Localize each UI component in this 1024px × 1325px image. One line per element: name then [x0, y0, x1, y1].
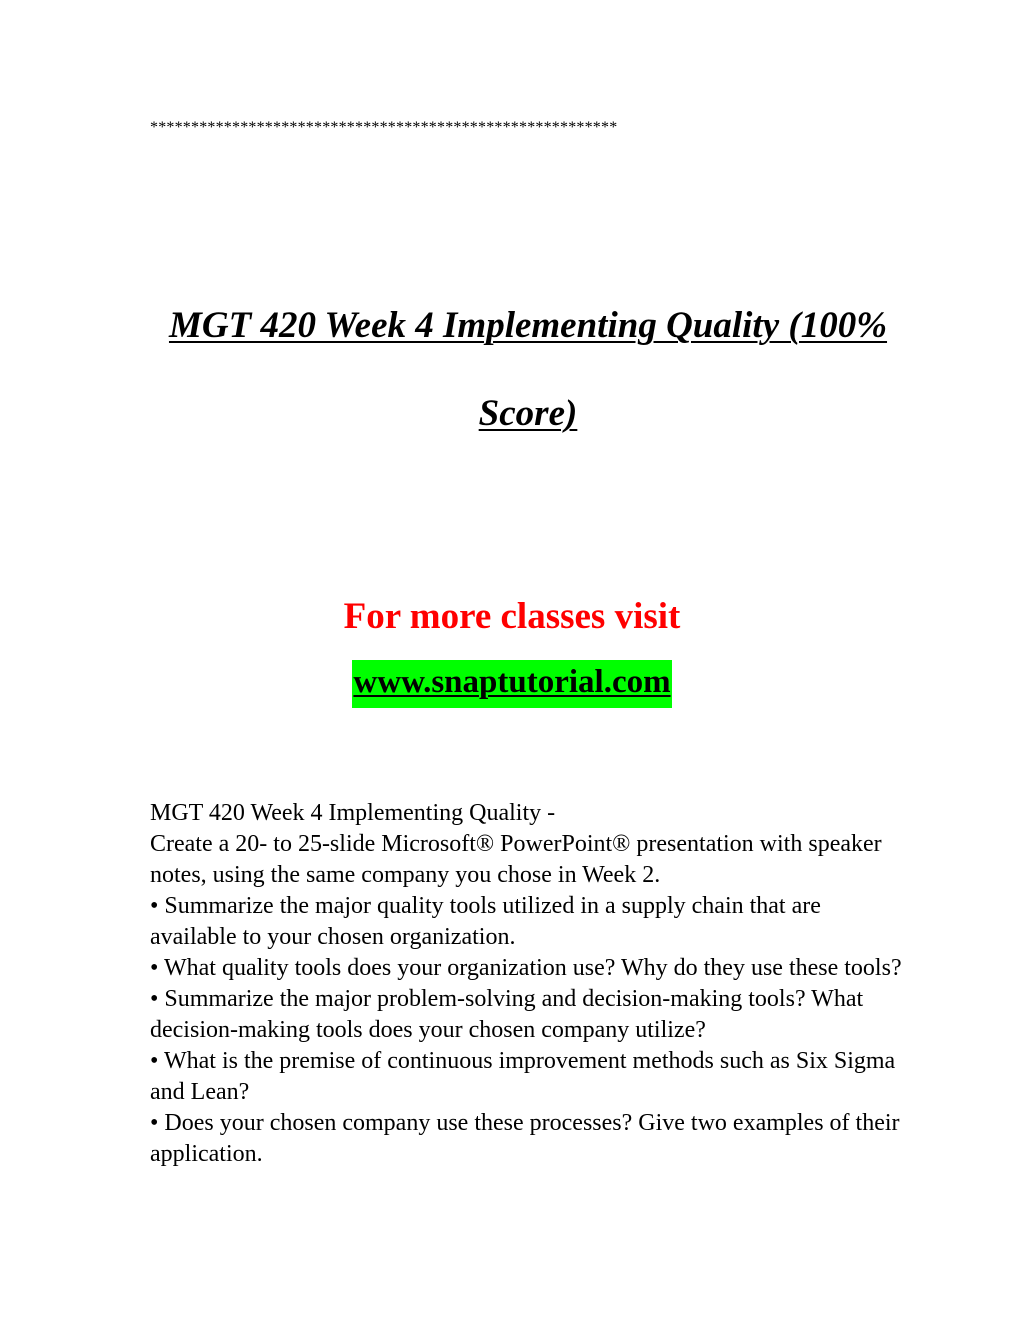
- bullet-item: • Summarize the major quality tools utilized in a supply chain that are available to your chosen organization.: [150, 893, 821, 950]
- bullet-item: • What is the premise of continuous improvement methods such as Six Sigma and Lean?: [150, 1048, 896, 1105]
- assignment-heading: MGT 420 Week 4 Implementing Quality -: [150, 800, 556, 826]
- promo-text: For more classes visit: [343, 596, 681, 637]
- assignment-description: [150, 798, 910, 1170]
- separator-line: *********************************************************: [150, 119, 618, 136]
- page-title: MGT 420 Week 4 Implementing Quality (100% Score): [168, 305, 888, 434]
- bullet-item: • Summarize the major problem-solving and decision-making tools? What decision-making tools does your chosen company utilize?: [150, 986, 864, 1043]
- website-link[interactable]: www.snaptutorial.com: [352, 660, 671, 708]
- website-link-container: [0, 660, 1024, 708]
- bullet-item: • Does your chosen company use these processes? Give two examples of their application.: [150, 1110, 900, 1167]
- bullet-item: • What quality tools does your organization use? Why do they use these tools?: [150, 955, 902, 981]
- description-line: Create a 20- to 25-slide Microsoft® PowerPoint® presentation with speaker notes, using the same company you chose in Week 2.: [150, 831, 882, 888]
